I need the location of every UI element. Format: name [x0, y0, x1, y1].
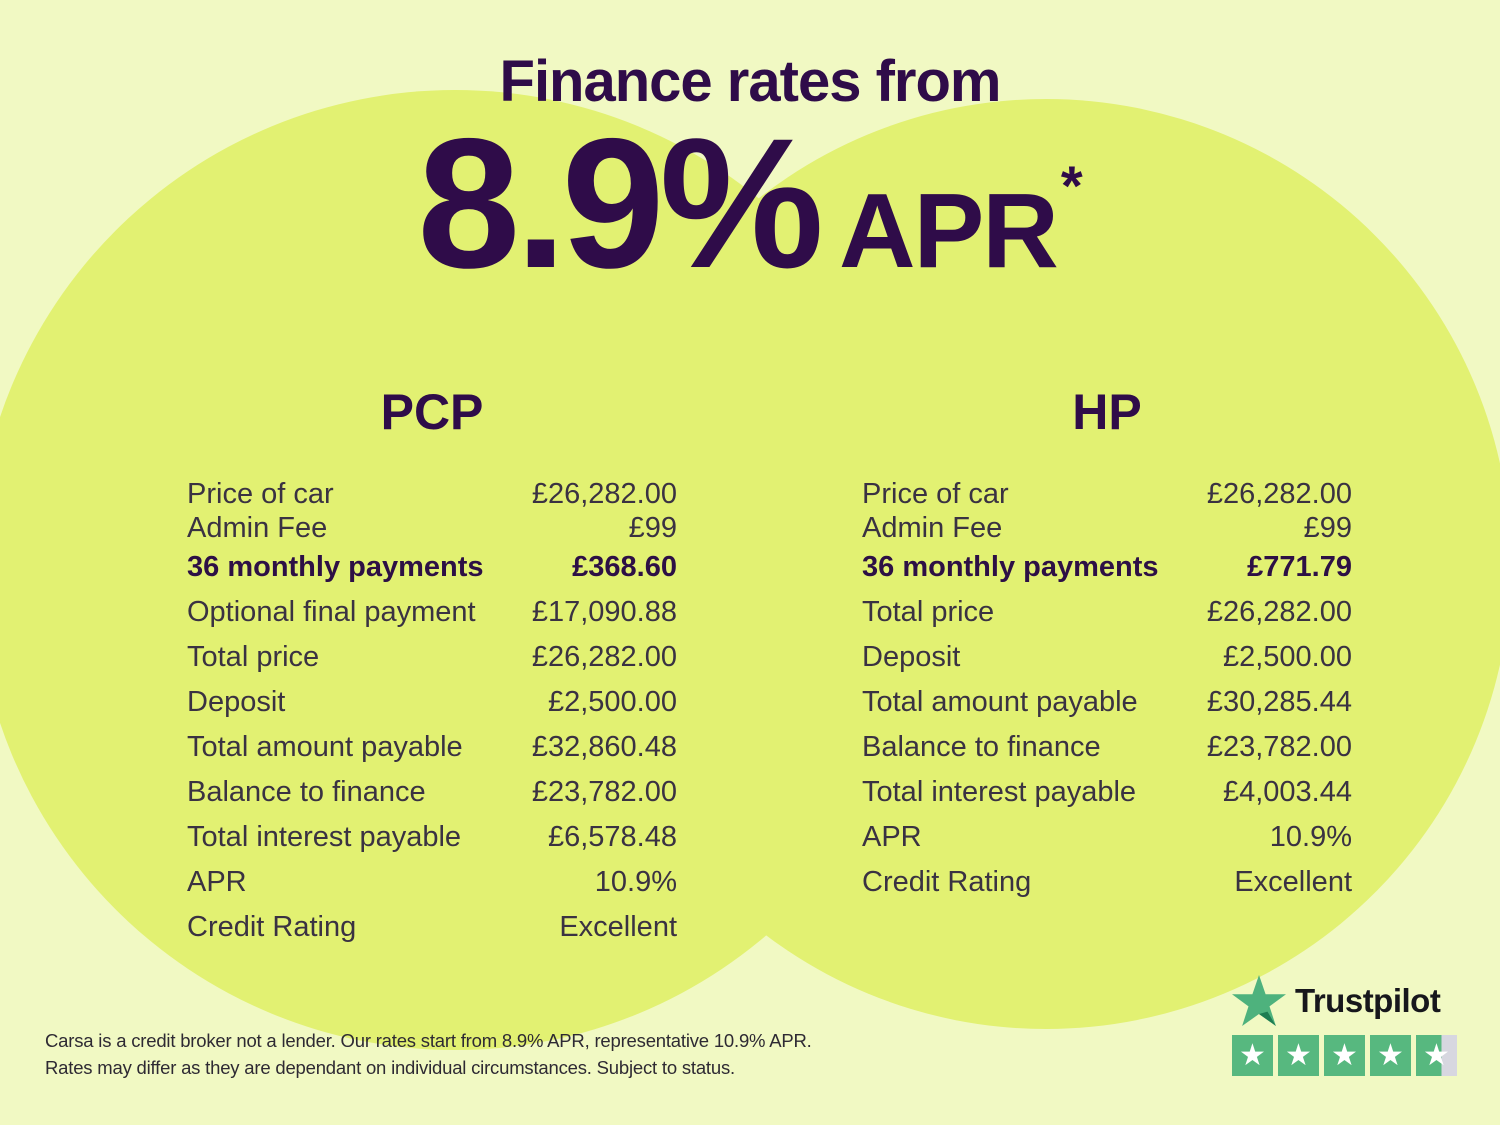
hp-table: [862, 385, 1352, 905]
table-row: [187, 815, 677, 860]
table-row: [187, 590, 677, 635]
row-value: £30,285.44: [1206, 686, 1352, 718]
trustpilot-star-box: [1232, 1035, 1273, 1076]
row-label: Total interest payable: [862, 776, 1137, 808]
table-row: [862, 725, 1352, 770]
star-icon: ★: [1239, 1038, 1266, 1073]
trustpilot-star-box: [1324, 1035, 1365, 1076]
row-value: £771.79: [1247, 551, 1352, 583]
star-icon: ★: [1285, 1038, 1312, 1073]
row-value: £6,578.48: [547, 821, 677, 853]
hp-table-heading: HP: [1072, 384, 1142, 440]
trustpilot-widget: [1232, 975, 1457, 1076]
page-title: Finance rates from: [499, 49, 1001, 114]
row-value: 10.9%: [594, 866, 677, 898]
table-row: [187, 905, 677, 950]
row-value: £17,090.88: [531, 596, 677, 628]
row-label: Admin Fee: [187, 511, 328, 544]
disclaimer-line-1: Carsa is a credit broker not a lender. Our rates start from 8.9% APR, representative 10.9% APR.: [45, 1030, 812, 1051]
row-label: Total price: [187, 641, 320, 673]
table-row: [862, 680, 1352, 725]
table-row: [187, 545, 677, 590]
row-label: Optional final payment: [187, 596, 476, 628]
trustpilot-star-icon: [1232, 975, 1286, 1027]
table-row: [862, 635, 1352, 680]
table-row: [187, 635, 677, 680]
table-row: [862, 815, 1352, 860]
row-label: Total price: [862, 596, 995, 628]
table-row: [187, 860, 677, 905]
table-row: [862, 860, 1352, 905]
trustpilot-star-box: [1370, 1035, 1411, 1076]
trustpilot-brand-name: Trustpilot: [1295, 982, 1441, 1019]
row-label: APR: [862, 821, 922, 853]
star-icon: ★: [1423, 1038, 1450, 1073]
row-value: £4,003.44: [1222, 776, 1352, 808]
row-value: £23,782.00: [531, 776, 677, 808]
row-value: £368.60: [572, 551, 677, 583]
row-value: £99: [1303, 511, 1352, 544]
row-label: 36 monthly payments: [187, 551, 484, 583]
trustpilot-rating-stars: [1232, 1035, 1457, 1076]
row-label: Total amount payable: [187, 731, 463, 763]
pcp-table: [187, 385, 677, 950]
table-row: [187, 725, 677, 770]
star-icon: ★: [1331, 1038, 1358, 1073]
row-value: £26,282.00: [1206, 477, 1352, 510]
row-value: £2,500.00: [1222, 641, 1352, 673]
row-value: Excellent: [1234, 866, 1352, 898]
row-value: 10.9%: [1269, 821, 1352, 853]
row-value: £26,282.00: [531, 477, 677, 510]
table-row: [862, 511, 1352, 545]
disclaimer: [45, 1028, 865, 1082]
table-row: [862, 770, 1352, 815]
row-label: Price of car: [862, 477, 1009, 510]
pcp-table-rows: [187, 477, 677, 950]
table-row: [862, 545, 1352, 590]
hero-rate-block: [0, 101, 1500, 307]
row-label: Price of car: [187, 477, 334, 510]
row-label: Deposit: [187, 686, 286, 718]
row-label: Credit Rating: [862, 866, 1032, 898]
table-row: [862, 590, 1352, 635]
row-value: £32,860.48: [531, 731, 677, 763]
row-label: APR: [187, 866, 247, 898]
hero-rate-value: 8.9%: [417, 101, 820, 307]
row-label: Deposit: [862, 641, 961, 673]
table-row: [187, 477, 677, 511]
trustpilot-star-box: [1278, 1035, 1319, 1076]
row-label: Total amount payable: [862, 686, 1138, 718]
row-value: £23,782.00: [1206, 731, 1352, 763]
trustpilot-star-box-partial: [1416, 1035, 1457, 1076]
pcp-table-heading: PCP: [380, 384, 484, 440]
hero-asterisk: *: [1060, 154, 1083, 217]
trustpilot-header: [1232, 975, 1457, 1027]
row-value: £26,282.00: [1206, 596, 1352, 628]
row-label: Balance to finance: [862, 731, 1101, 763]
disclaimer-line-2: Rates may differ as they are dependant on individual circumstances. Subject to status.: [45, 1056, 735, 1078]
row-value: £2,500.00: [547, 686, 677, 718]
row-label: Total interest payable: [187, 821, 462, 853]
hp-table-rows: [862, 477, 1352, 905]
hero-rate-unit: APR: [839, 172, 1057, 290]
table-row: [187, 511, 677, 545]
table-row: [187, 680, 677, 725]
row-label: Balance to finance: [187, 776, 426, 808]
row-label: Admin Fee: [862, 511, 1003, 544]
table-row: [187, 770, 677, 815]
row-value: Excellent: [559, 911, 677, 943]
row-label: Credit Rating: [187, 911, 357, 943]
star-icon: ★: [1377, 1038, 1404, 1073]
row-label: 36 monthly payments: [862, 551, 1159, 583]
row-value: £26,282.00: [531, 641, 677, 673]
row-value: £99: [628, 511, 677, 544]
table-row: [862, 477, 1352, 511]
